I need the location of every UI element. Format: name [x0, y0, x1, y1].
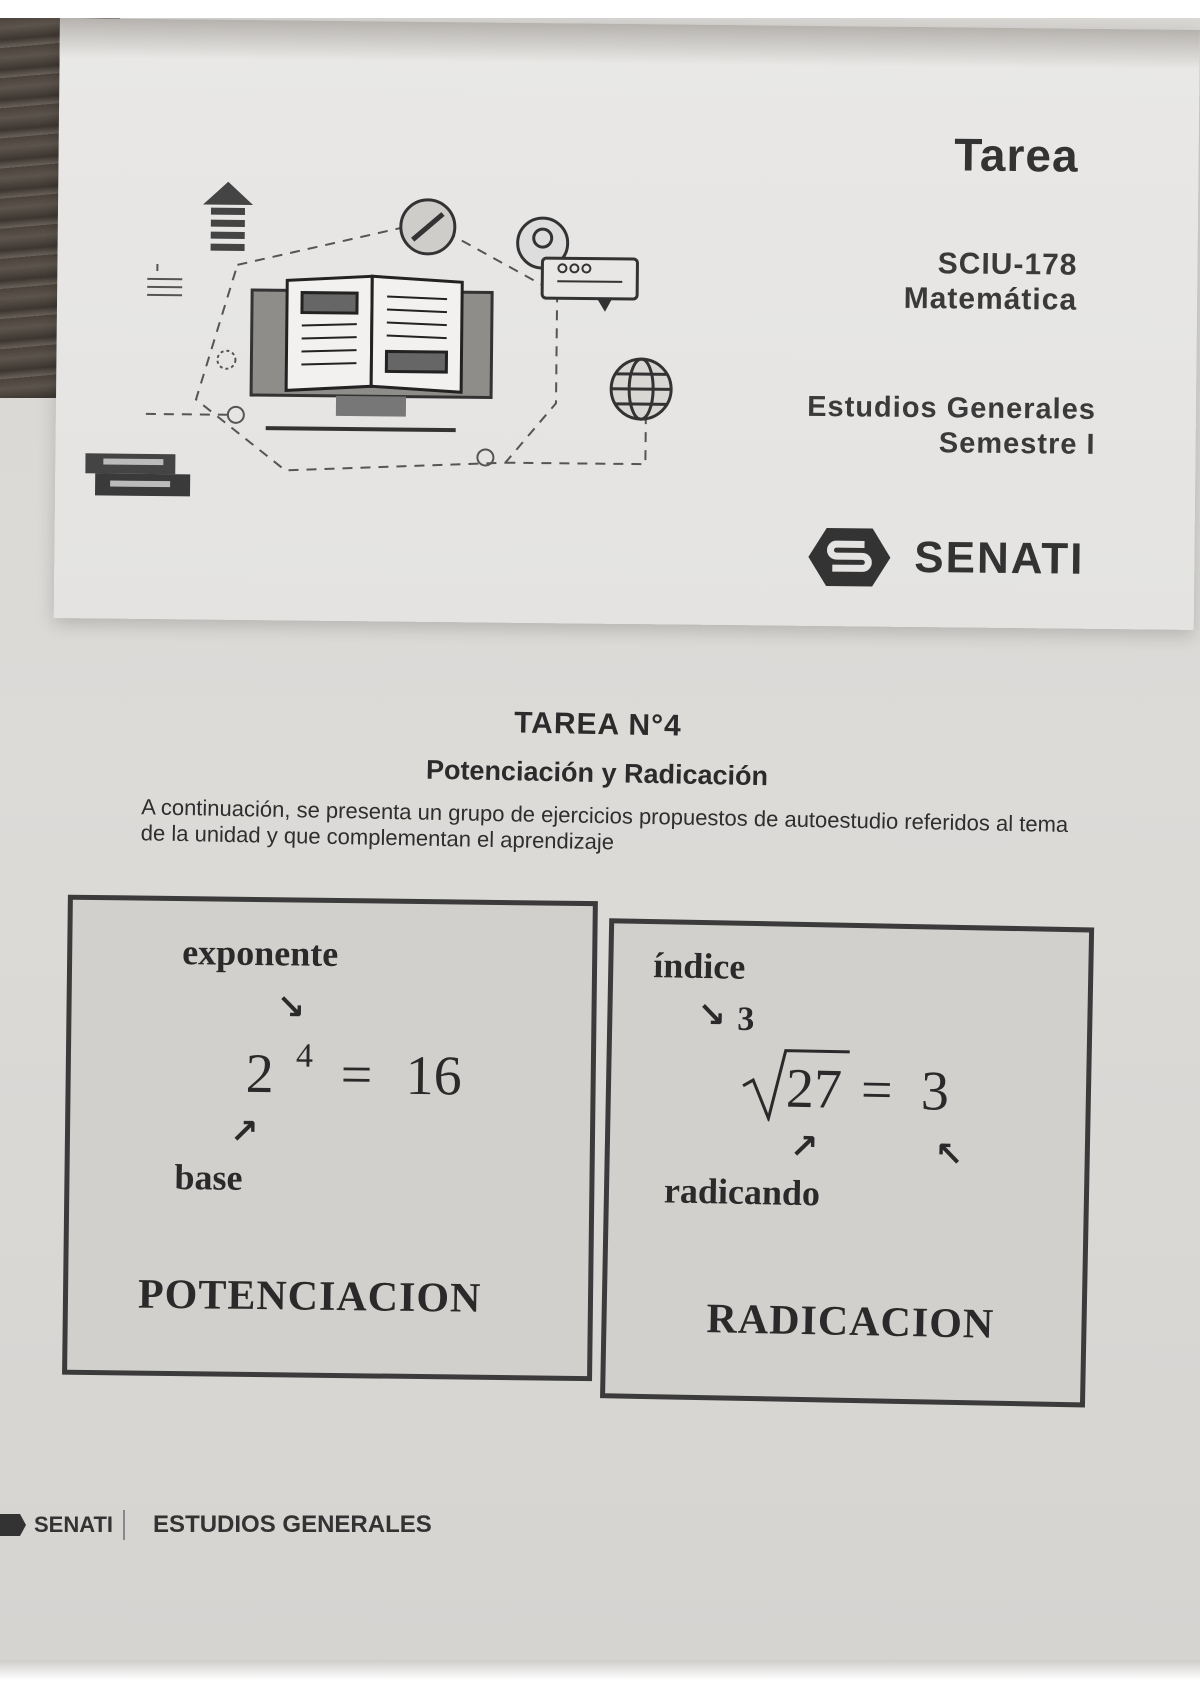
- root-result: 3: [920, 1060, 950, 1123]
- pencil-icon: [401, 200, 456, 255]
- course-code: SCIU-178: [937, 247, 1078, 282]
- photo-background: [0, 18, 1200, 1680]
- course-name: Matemática: [903, 281, 1078, 317]
- education-illustration: [85, 168, 739, 535]
- footer-divider: [123, 1510, 125, 1540]
- cover-page: [54, 18, 1200, 630]
- footer-brand: SENATI: [34, 1512, 114, 1537]
- task-subtitle: Potenciación y Radicación: [425, 754, 769, 792]
- senati-logo: [806, 526, 1085, 591]
- globe-icon: [611, 359, 672, 420]
- cover-label: Tarea: [954, 128, 1079, 182]
- potenciacion-name: POTENCIACION: [137, 1271, 482, 1322]
- root-radicand: 27: [785, 1057, 843, 1121]
- page-footer: [0, 1510, 432, 1540]
- book-icon: [286, 275, 462, 392]
- books-stack-icon: [85, 453, 190, 496]
- footer-text: ESTUDIOS GENERALES: [153, 1511, 432, 1538]
- user-chat-icon: [517, 218, 638, 312]
- task-title: TAREA N°4: [513, 706, 683, 743]
- arrow-up-right-icon: ↗: [789, 1126, 819, 1168]
- exponent-label: exponente: [181, 932, 339, 974]
- cover-edge: [60, 18, 1200, 70]
- program-name: Estudios Generales: [807, 390, 1097, 426]
- power-base: 2: [245, 1042, 275, 1106]
- base-label: base: [174, 1157, 243, 1198]
- senati-logo-icon: [806, 526, 893, 589]
- brand-name: SENATI: [914, 532, 1085, 584]
- power-equals: =: [340, 1044, 373, 1107]
- index-label: índice: [652, 945, 746, 987]
- power-exponent: 4: [295, 1037, 314, 1075]
- senati-logo-icon: [0, 1514, 26, 1536]
- arrow-down-right-icon: ↘: [697, 994, 727, 1036]
- arrow-up-icon: [203, 182, 254, 252]
- task-intro: A continuación, se presenta un grupo de ejercicios propuestos de autoestudio referidos al tema de la unidad y que complementan el aprendizaje: [140, 794, 1069, 855]
- arrow-up-right-icon: ↗: [229, 1111, 259, 1153]
- radicacion-name: RADICACION: [706, 1296, 995, 1348]
- page-bottom-edge: [0, 1660, 1200, 1680]
- power-result: 16: [405, 1044, 463, 1108]
- potenciacion-box: [62, 895, 598, 1381]
- arrow-up-left-icon: ↖: [934, 1134, 964, 1176]
- radicand-label: radicando: [663, 1170, 821, 1214]
- root-equals: =: [860, 1059, 894, 1122]
- semester: Semestre I: [938, 427, 1096, 461]
- radicacion-box: [600, 918, 1094, 1407]
- root-index: 3: [736, 1000, 755, 1039]
- arrow-down-right-icon: ↘: [276, 987, 306, 1028]
